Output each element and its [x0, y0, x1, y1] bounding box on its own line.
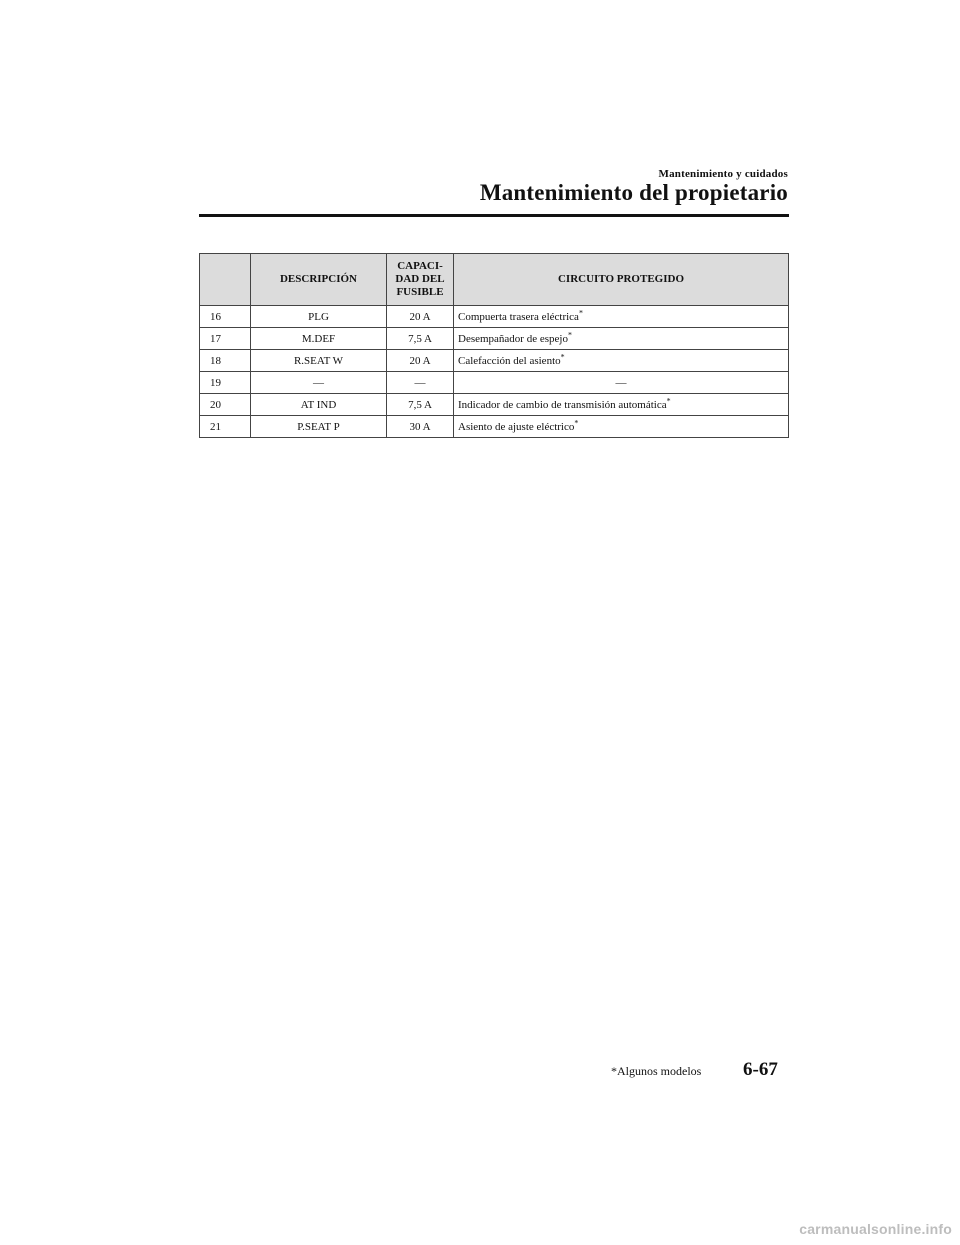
- fuse-number: 16: [200, 306, 251, 328]
- fuse-capacity: 20 A: [387, 306, 454, 328]
- circuit-text: Desempañador de espejo: [458, 332, 568, 345]
- some-models-mark: *: [560, 351, 565, 361]
- fuse-number: 17: [200, 328, 251, 350]
- page-number: 6-67: [743, 1059, 778, 1080]
- fuse-number: 21: [200, 416, 251, 438]
- fuse-number: 20: [200, 394, 251, 416]
- watermark-text: carmanualsonline.info: [799, 1221, 952, 1237]
- fuse-capacity: —: [387, 372, 454, 394]
- some-models-mark: *: [666, 395, 671, 405]
- circuit-text: —: [615, 376, 627, 389]
- fuse-capacity: 20 A: [387, 350, 454, 372]
- fuse-number: 19: [200, 372, 251, 394]
- fuse-description: R.SEAT W: [251, 350, 387, 372]
- protected-circuit: [454, 350, 789, 372]
- protected-circuit: [454, 306, 789, 328]
- fuse-capacity: 7,5 A: [387, 394, 454, 416]
- table-row: [200, 416, 789, 438]
- protected-circuit: [454, 416, 789, 438]
- protected-circuit: [454, 328, 789, 350]
- fuse-description: M.DEF: [251, 328, 387, 350]
- some-models-mark: *: [574, 417, 579, 427]
- protected-circuit: [454, 372, 789, 394]
- circuit-text: Asiento de ajuste eléctrico: [458, 420, 575, 433]
- column-header-capacity: CAPACI- DAD DEL FUSIBLE: [387, 254, 454, 306]
- fuse-description: —: [251, 372, 387, 394]
- fuse-description: P.SEAT P: [251, 416, 387, 438]
- column-header-number: [200, 254, 251, 306]
- table-row: [200, 328, 789, 350]
- fuse-capacity: 30 A: [387, 416, 454, 438]
- fuse-description: PLG: [251, 306, 387, 328]
- circuit-text: Indicador de cambio de transmisión automática: [458, 398, 667, 411]
- column-header-description: DESCRIPCIÓN: [251, 254, 387, 306]
- table-header-row: [200, 254, 789, 306]
- fuse-number: 18: [200, 350, 251, 372]
- table-row: [200, 306, 789, 328]
- footnote-some-models: *Algunos modelos: [611, 1064, 702, 1078]
- some-models-mark: *: [567, 329, 572, 339]
- fuse-table: [199, 253, 789, 438]
- fuse-capacity: 7,5 A: [387, 328, 454, 350]
- header-divider: [199, 214, 789, 217]
- fuse-description: AT IND: [251, 394, 387, 416]
- circuit-text: Compuerta trasera eléctrica: [458, 310, 579, 323]
- table-row: [200, 394, 789, 416]
- table-row: [200, 372, 789, 394]
- circuit-text: Calefacción del asiento: [458, 354, 561, 367]
- table-row: [200, 350, 789, 372]
- column-header-circuit: CIRCUITO PROTEGIDO: [454, 254, 789, 306]
- section-label: Mantenimiento y cuidados: [658, 168, 788, 180]
- protected-circuit: [454, 394, 789, 416]
- page-title: Mantenimiento del propietario: [479, 180, 788, 205]
- some-models-mark: *: [578, 307, 583, 317]
